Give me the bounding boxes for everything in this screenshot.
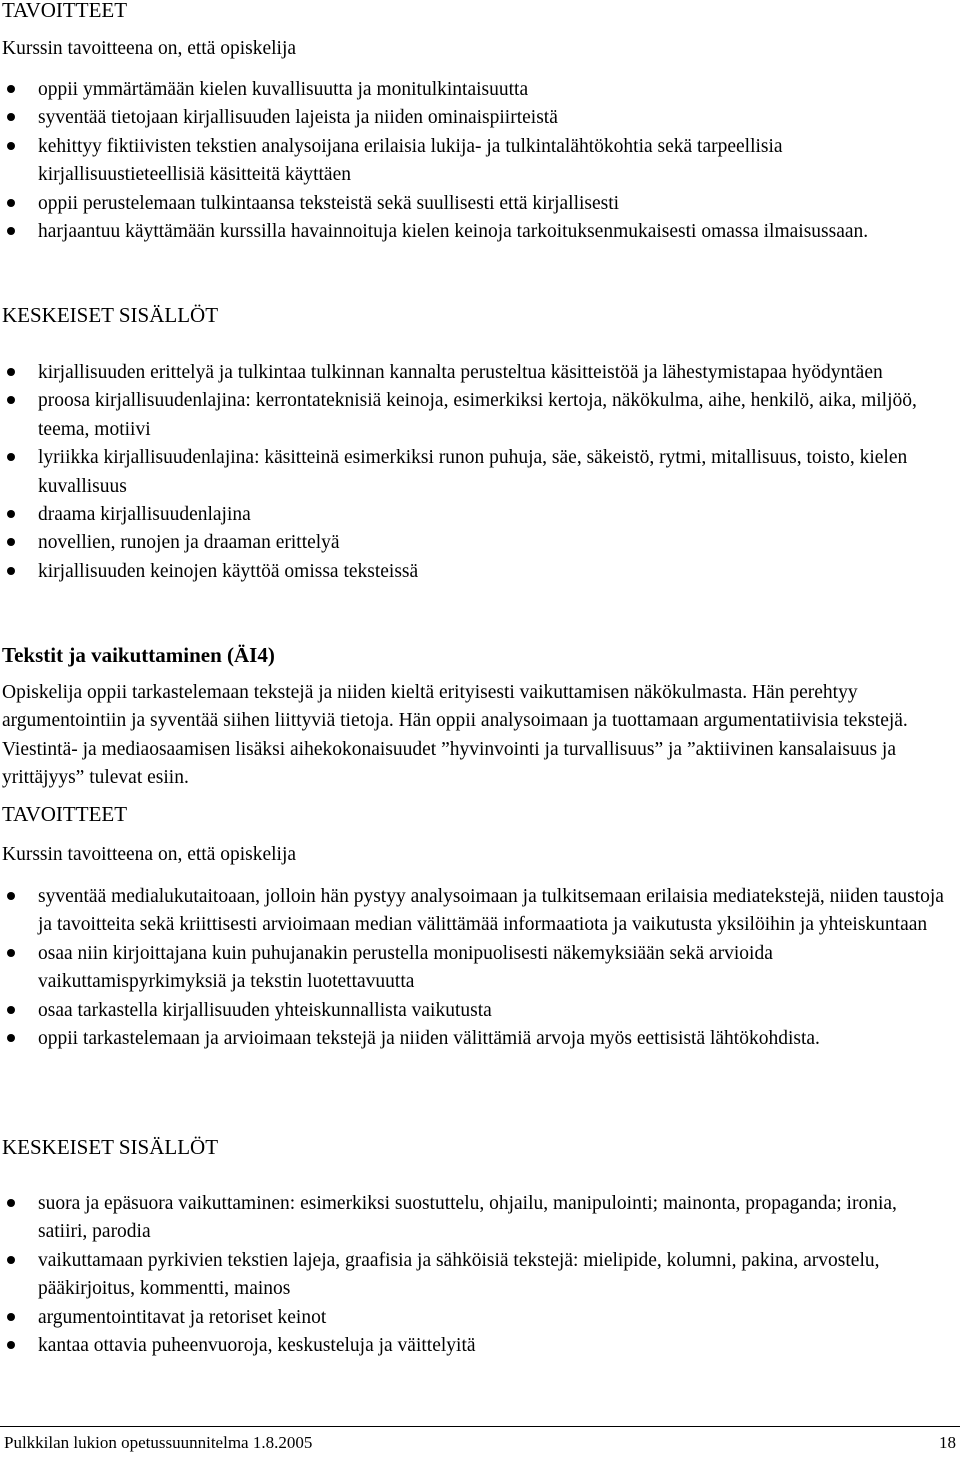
list-item: kirjallisuuden keinojen käyttöä omissa teksteissä: [0, 558, 960, 586]
bullet-icon: [7, 510, 15, 518]
list-item: argumentointitavat ja retoriset keinot: [0, 1304, 960, 1332]
list-item: proosa kirjallisuudenlajina: kerrontateknisiä keinoja, esimerkiksi kertoja, näkökulma, aihe, henkilö, aika, miljöö, teema, motiivi: [0, 387, 960, 444]
section-title-tavoitteet-2: TAVOITTEET: [2, 802, 128, 826]
bullet-icon: [7, 1256, 15, 1264]
list-item: draama kirjallisuudenlajina: [0, 501, 960, 529]
footer-document-title: Pulkkilan lukion opetussuunnitelma 1.8.2005: [4, 1433, 313, 1452]
page-number: 18: [939, 1433, 956, 1452]
list-item: oppii tarkastelemaan ja arvioimaan tekstejä ja niiden välittämiä arvoja myös eettisistä lähtökohdista.: [0, 1025, 960, 1053]
bullet-icon: [7, 892, 15, 900]
bullet-icon: [7, 1034, 15, 1042]
bullet-icon: [7, 1341, 15, 1349]
section-intro: Kurssin tavoitteena on, että opiskelija: [2, 38, 297, 59]
bullet-icon: [7, 453, 15, 461]
bullet-icon: [7, 85, 15, 93]
section-title-tavoitteet: TAVOITTEET: [2, 0, 128, 22]
list-item: kantaa ottavia puheenvuoroja, keskusteluja ja väittelyitä: [0, 1332, 960, 1360]
list-item: osaa tarkastella kirjallisuuden yhteiskunnallista vaikutusta: [0, 997, 960, 1025]
list-item: oppii perustelemaan tulkintaansa teksteistä sekä suullisesti että kirjallisesti: [0, 190, 960, 218]
course-title: Tekstit ja vaikuttaminen (ÄI4): [2, 643, 275, 667]
list-item: syventää tietojaan kirjallisuuden lajeista ja niiden ominaispiirteistä: [0, 104, 960, 132]
list-item: lyriikka kirjallisuudenlajina: käsitteinä esimerkiksi runon puhuja, säe, säkeistö, rytmi, mitallisuus, toisto, kielen kuvallisuus: [0, 444, 960, 501]
contents-list: [0, 359, 960, 586]
contents-list-2: [0, 1190, 960, 1360]
bullet-icon: [7, 567, 15, 575]
section-title-keskeiset-sisallot: KESKEISET SISÄLLÖT: [2, 303, 219, 327]
bullet-icon: [7, 1313, 15, 1321]
list-item: oppii ymmärtämään kielen kuvallisuutta ja monitulkintaisuutta: [0, 76, 960, 104]
section-intro-2: Kurssin tavoitteena on, että opiskelija: [2, 844, 297, 865]
list-item: vaikuttamaan pyrkivien tekstien lajeja, graafisia ja sähköisiä tekstejä: mielipide, kolumni, pakina, arvostelu, pääkirjoitus, kommentti, mainos: [0, 1247, 960, 1304]
list-item: osaa niin kirjoittajana kuin puhujanakin perustella monipuolisesti näkemyksiään sekä arvioida vaikuttamispyrkimyksiä ja tekstin luotettavuutta: [0, 940, 960, 997]
bullet-icon: [7, 949, 15, 957]
list-item: syventää medialukutaitoaan, jolloin hän pystyy analysoimaan ja tulkitsemaan erilaisia mediatekstejä, niiden taustoja ja tavoitteita sekä kriittisesti arvioimaan median välittämää informaatiota ja vaikutusta yksilöihin ja yhteiskuntaan: [0, 883, 960, 940]
bullet-icon: [7, 538, 15, 546]
bullet-icon: [7, 113, 15, 121]
list-item: kirjallisuuden erittelyä ja tulkintaa tulkinnan kannalta perusteltua käsitteistöä ja lähestymistapaa hyödyntäen: [0, 359, 960, 387]
bullet-icon: [7, 227, 15, 235]
bullet-icon: [7, 199, 15, 207]
course-description: Opiskelija oppii tarkastelemaan tekstejä ja niiden kieltä erityisesti vaikuttamisen näkökulmasta. Hän perehtyy argumentointiin ja syventää siihen liittyviä tietoja. Hän oppii analysoimaan ja tuottamaan argumentatiivisia tekstejä. Viestintä- ja mediaosaamisen lisäksi aihekokonaisuudet ”hyvinvointi ja turvallisuus” ja ”aktiivinen kansalaisuus ja yrittäjyys” tulevat esiin.: [2, 682, 908, 789]
list-item: novellien, runojen ja draaman erittelyä: [0, 529, 960, 557]
bullet-icon: [7, 1006, 15, 1014]
page-footer: [0, 1426, 960, 1455]
bullet-icon: [7, 396, 15, 404]
list-item: harjaantuu käyttämään kurssilla havainnoituja kielen keinoja tarkoituksenmukaisesti omassa ilmaisussaan.: [0, 218, 960, 246]
list-item: suora ja epäsuora vaikuttaminen: esimerkiksi suostuttelu, ohjailu, manipulointi; mainonta, propaganda; ironia, satiiri, parodia: [0, 1190, 960, 1247]
goals-list-2: [0, 883, 960, 1053]
section-title-keskeiset-sisallot-2: KESKEISET SISÄLLÖT: [2, 1135, 219, 1159]
goals-list: [0, 76, 960, 246]
bullet-icon: [7, 368, 15, 376]
list-item: kehittyy fiktiivisten tekstien analysoijana erilaisia lukija- ja tulkintalähtökohtia sekä tarpeellisia kirjallisuustieteellisiä käsitteitä käyttäen: [0, 133, 960, 190]
bullet-icon: [7, 142, 15, 150]
bullet-icon: [7, 1199, 15, 1207]
